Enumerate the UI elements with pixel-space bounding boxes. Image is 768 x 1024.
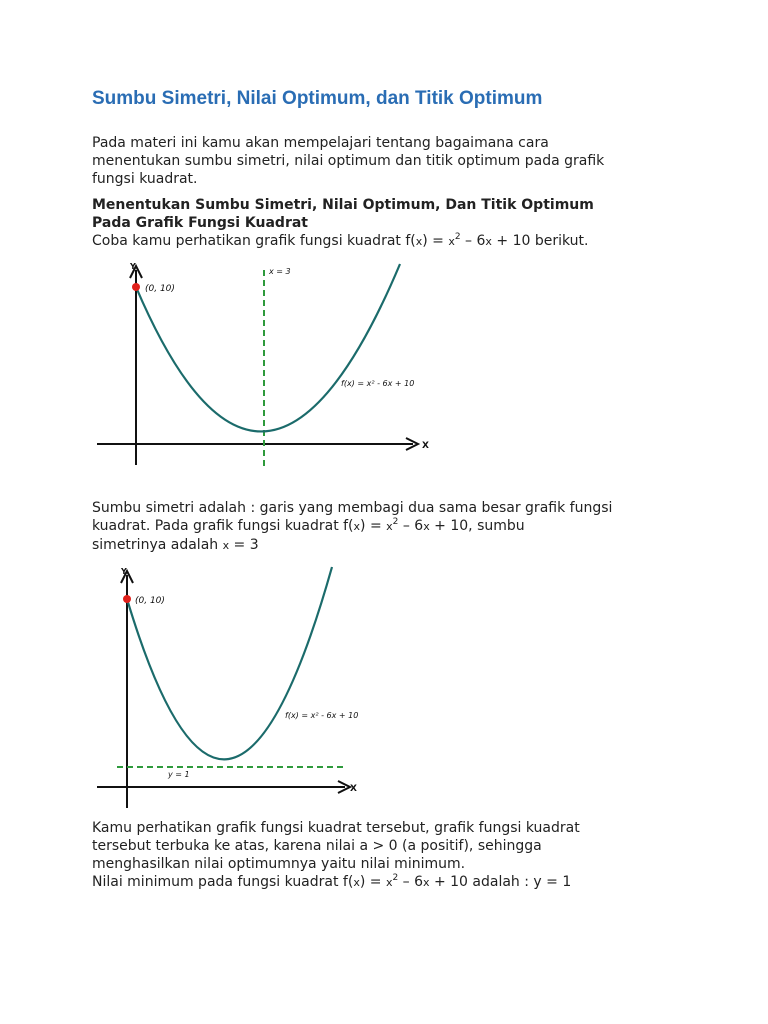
symmetry-line-3 (92, 536, 692, 555)
section-heading-line: Pada Grafik Fungsi Kuadrat (92, 215, 308, 231)
text: – 6 (398, 874, 423, 890)
parabola-curve (136, 264, 400, 431)
conclusion-line-1: Kamu perhatikan grafik fungsi kuadrat tersebut, grafik fungsi kuadrat (92, 820, 580, 836)
graph-intro-mid: ) = (422, 233, 449, 249)
var-x: x (386, 520, 393, 533)
graph-minimum-svg (95, 563, 370, 813)
var-x: x (222, 539, 230, 552)
section-heading-line: Menentukan Sumbu Simetri, Nilai Optimum, Dan Titik Optimum (92, 197, 594, 213)
var-x: x (485, 235, 492, 248)
page-title: Sumbu Simetri, Nilai Optimum, dan Titik Optimum (92, 88, 543, 109)
var-x: x (385, 876, 393, 889)
y-axis-label: Y (121, 567, 127, 576)
graph-symmetry-axis (95, 258, 455, 472)
intro-paragraph (92, 134, 692, 188)
graph-minimum-value (95, 563, 370, 813)
conclusion-line-3: menghasilkan nilai optimumnya yaitu nilai minimum. (92, 856, 466, 872)
conclusion-paragraph (92, 819, 692, 892)
function-label: f(x) = x² - 6x + 10 (341, 379, 415, 388)
intercept-point (123, 595, 131, 603)
function-label: f(x) = x² - 6x + 10 (285, 711, 359, 720)
intro-line: menentukan sumbu simetri, nilai optimum dan titik optimum pada grafik (92, 153, 605, 169)
var-x: x (448, 235, 455, 248)
conclusion-line-2: tersebut terbuka ke atas, karena nilai a > 0 (a positif), sehingga (92, 838, 542, 854)
symmetry-label: x = 3 (269, 267, 291, 276)
graph-intro-mid2: – 6 (460, 233, 486, 249)
minimum-label: y = 1 (168, 770, 190, 779)
var-x: x (423, 520, 430, 533)
var-x: x (353, 876, 360, 889)
graph-intro-text (92, 232, 692, 251)
text: = 3 (229, 537, 259, 553)
text: Nilai minimum pada fungsi kuadrat f( (92, 874, 354, 890)
graph-intro-suffix: + 10 berikut. (491, 233, 589, 249)
text: – 6 (398, 518, 424, 534)
exponent: 2 (392, 873, 399, 883)
text: + 10, sumbu (429, 518, 525, 534)
intercept-point (132, 283, 140, 291)
text: ) = (360, 518, 387, 534)
graph-symmetry-svg (95, 258, 455, 472)
var-x: x (353, 520, 361, 533)
text: ) = (359, 874, 386, 890)
point-label: (0, 10) (145, 284, 175, 294)
symmetry-line-2 (92, 517, 692, 536)
y-axis-label: Y (130, 262, 136, 271)
exponent: 2 (454, 232, 461, 242)
var-x: x (423, 876, 430, 889)
conclusion-line-4 (92, 873, 692, 892)
x-axis-label: X (350, 784, 357, 794)
section-block (92, 196, 692, 251)
point-label: (0, 10) (135, 596, 165, 606)
intro-line: Pada materi ini kamu akan mempelajari tentang bagaimana cara (92, 135, 549, 151)
text: simetrinya adalah (92, 537, 223, 553)
var-x: x (415, 235, 423, 248)
text: kuadrat. Pada grafik fungsi kuadrat f( (92, 518, 354, 534)
symmetry-line-1: Sumbu simetri adalah : garis yang membagi dua sama besar grafik fungsi (92, 500, 613, 516)
x-axis-label: X (422, 441, 429, 451)
graph-intro-prefix: Coba kamu perhatikan grafik fungsi kuadrat f( (92, 233, 416, 249)
intro-line: fungsi kuadrat. (92, 171, 198, 187)
symmetry-paragraph (92, 499, 692, 555)
exponent: 2 (392, 517, 399, 527)
text: + 10 adalah : y = 1 (429, 874, 572, 890)
